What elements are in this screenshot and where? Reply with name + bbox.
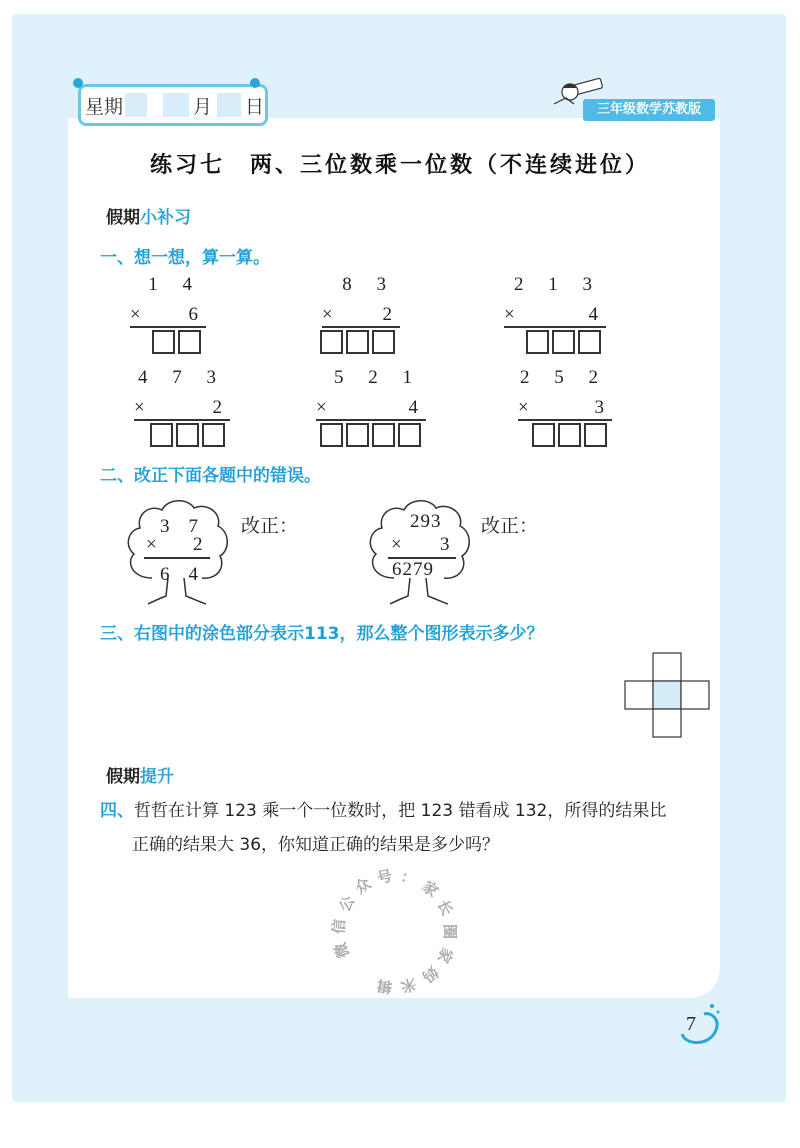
stamp-char: 家	[418, 877, 442, 901]
answer-box[interactable]	[346, 330, 369, 354]
date-bar	[78, 84, 268, 126]
problem-line	[504, 326, 606, 328]
answer-box[interactable]	[320, 330, 343, 354]
problem-multiplier: 6	[188, 304, 198, 325]
problem-multiplier: 4	[588, 304, 598, 325]
q2-item1-top: 3 7	[160, 516, 199, 537]
stamp-char: ：	[399, 867, 419, 889]
answer-box[interactable]	[178, 330, 201, 354]
answer-box[interactable]	[558, 423, 581, 447]
week-field[interactable]	[125, 93, 147, 117]
answer-box[interactable]	[584, 423, 607, 447]
q2-item1-mult: 2	[193, 534, 203, 555]
stamp-char: 辑	[375, 975, 394, 997]
problem-line	[316, 419, 426, 421]
problem-line	[518, 419, 612, 421]
badge-prefix: 假期	[106, 767, 140, 787]
stamp-char: 圈	[441, 923, 460, 940]
answer-box[interactable]	[398, 423, 421, 447]
q2-item1-result: 6 4	[160, 564, 199, 585]
problem-top-number: 2 5 2	[520, 367, 608, 388]
stamp-char: 长	[433, 897, 457, 919]
problem-multiplier: 4	[408, 397, 418, 418]
stamp-char: 妈	[418, 962, 442, 986]
day-field[interactable]	[217, 93, 241, 117]
problem-top-number: 1 4	[148, 274, 202, 295]
badge-highlight: 小补习	[140, 208, 191, 228]
q2-item2-result: 6279	[392, 559, 434, 580]
answer-box[interactable]	[578, 330, 601, 354]
answer-box[interactable]	[526, 330, 549, 354]
stamp-char: 家	[433, 944, 457, 966]
month-field[interactable]	[163, 93, 189, 117]
problem-multiplier: 2	[212, 397, 222, 418]
problem-line	[134, 419, 230, 421]
book-tag: 三年级数学苏教版	[583, 99, 715, 121]
answer-box[interactable]	[346, 423, 369, 447]
problem-line	[130, 326, 206, 328]
stamp-char: 米	[399, 974, 419, 996]
shaded-square	[653, 681, 681, 709]
answer-box[interactable]	[152, 330, 175, 354]
question-4-number: 四、	[100, 801, 134, 821]
problem-line	[322, 326, 400, 328]
question-4-line2: 正确的结果大 36，你知道正确的结果是多少吗？	[132, 835, 500, 855]
answer-box[interactable]	[150, 423, 173, 447]
question-3-label: 三、右图中的涂色部分表示113，那么整个图形表示多少？	[100, 624, 544, 644]
q2-item2-mult: 3	[440, 534, 450, 555]
answer-box[interactable]	[532, 423, 555, 447]
stamp-char: 微	[331, 940, 354, 961]
stamp-char: 众	[351, 874, 374, 898]
q2-item2-correct-label: 改正：	[481, 515, 539, 537]
wave-swirl-icon	[676, 1000, 724, 1046]
question-2-label: 二、改正下面各题中的错误。	[100, 466, 321, 486]
cross-net-figure	[624, 652, 712, 738]
answer-box[interactable]	[176, 423, 199, 447]
multiply-sign: ×	[322, 304, 333, 325]
question-4-text1: 哲哲在计算 123 乘一个一位数时，把 123 错看成 132，所得的结果比	[134, 801, 667, 821]
q2-item1-correct-label: 改正：	[241, 515, 299, 537]
page-number: 7	[686, 1013, 696, 1035]
month-label: 月	[193, 96, 213, 118]
badge-highlight: 提升	[140, 767, 174, 787]
problem-multiplier: 3	[594, 397, 604, 418]
q2-item2-top: 293	[410, 511, 442, 532]
day-label: 日	[245, 96, 265, 118]
question-4-line1	[100, 796, 666, 826]
badge-prefix: 假期	[106, 208, 140, 228]
stamp-char: 号	[375, 866, 394, 888]
stamp-char: 公	[334, 892, 358, 915]
multiply-sign: ×	[504, 304, 515, 325]
q2-item2-op: ×	[391, 534, 402, 555]
problem-top-number: 4 7 3	[138, 367, 226, 388]
answer-box[interactable]	[372, 423, 395, 447]
problem-multiplier: 2	[382, 304, 392, 325]
question-1-label: 一、想一想，算一算。	[100, 248, 270, 268]
multiply-sign: ×	[130, 304, 141, 325]
section-badge-improve	[106, 762, 174, 787]
answer-box[interactable]	[552, 330, 575, 354]
week-label: 星期	[85, 96, 124, 118]
stamp-char: 信	[329, 918, 349, 935]
q2-item1-op: ×	[146, 534, 157, 555]
problem-top-number: 8 3	[342, 274, 396, 295]
page-title: 练习七 两、三位数乘一位数（不连续进位）	[149, 153, 650, 178]
problem-top-number: 2 1 3	[514, 274, 602, 295]
answer-box[interactable]	[202, 423, 225, 447]
multiply-sign: ×	[316, 397, 327, 418]
pin-icon	[73, 78, 83, 88]
pin-icon	[250, 78, 260, 88]
answer-box[interactable]	[372, 330, 395, 354]
answer-box[interactable]	[320, 423, 343, 447]
section-badge-review	[106, 203, 191, 228]
multiply-sign: ×	[518, 397, 529, 418]
problem-top-number: 5 2 1	[334, 367, 422, 388]
multiply-sign: ×	[134, 397, 145, 418]
